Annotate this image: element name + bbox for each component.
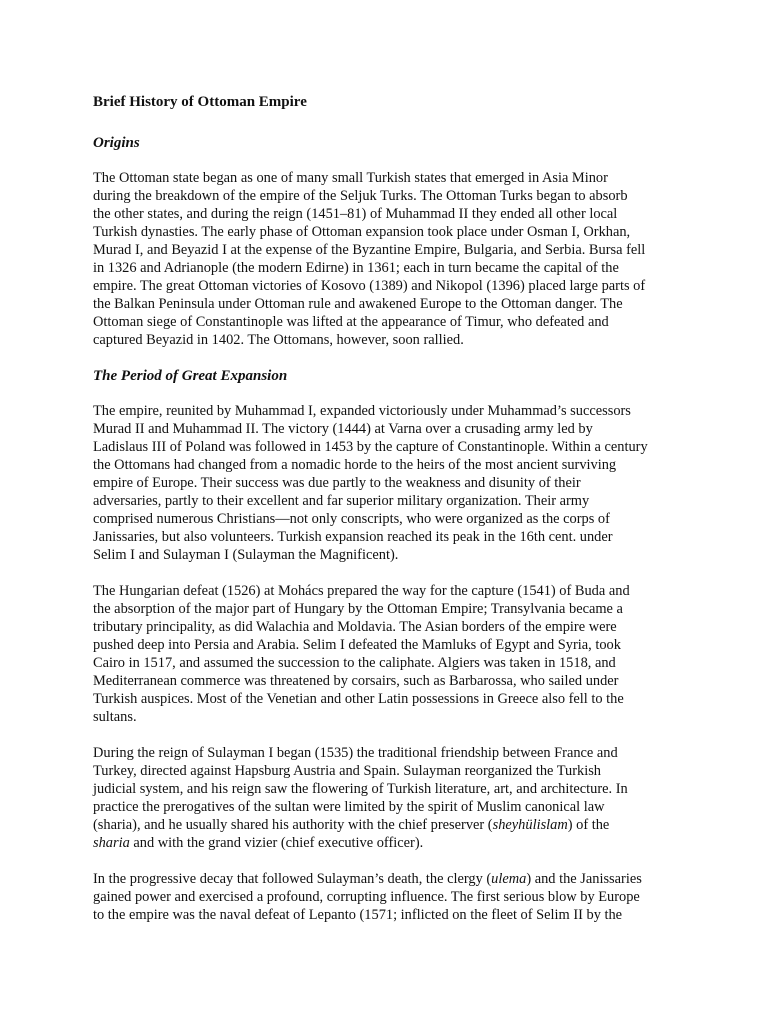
- text-line: Janissaries, but also volunteers. Turkish expansion reached its peak in the 16th cent. under: [93, 529, 613, 545]
- text-line: The Ottoman state began as one of many small Turkish states that emerged in Asia Minor: [93, 170, 608, 186]
- text-line: sultans.: [93, 709, 137, 725]
- text-line: practice the prerogatives of the sultan were limited by the spirit of Muslim canonical law: [93, 799, 605, 815]
- text-line: captured Beyazid in 1402. The Ottomans, however, soon rallied.: [93, 332, 464, 348]
- text-line: tributary principality, as did Walachia and Moldavia. The Asian borders of the empire were: [93, 619, 617, 635]
- text-line: Ladislaus III of Poland was followed in 1453 by the capture of Constantinople. Within a century: [93, 439, 648, 455]
- paragraph-expansion-2: [93, 582, 683, 726]
- text-line: empire of Europe. Their success was due partly to the weakness and disunity of their: [93, 475, 581, 491]
- text-segment: ) and the Janissaries: [526, 871, 642, 887]
- text-segment: and with the grand vizier (chief executive officer).: [129, 835, 424, 851]
- text-line: [93, 834, 683, 852]
- text-line: to the empire was the naval defeat of Lepanto (1571; inflicted on the fleet of Selim II by the: [93, 907, 623, 923]
- text-line: The empire, reunited by Muhammad I, expanded victoriously under Muhammad’s successors: [93, 403, 631, 419]
- text-line: the absorption of the major part of Hungary by the Ottoman Empire; Transylvania became a: [93, 601, 623, 617]
- text-segment: In the progressive decay that followed Sulayman’s death, the clergy (: [93, 871, 492, 887]
- italic-term-sharia: sharia: [93, 835, 130, 851]
- text-line: the other states, and during the reign (1451–81) of Muhammad II they ended all other local: [93, 206, 618, 222]
- text-line: [93, 870, 683, 888]
- text-line: Murad I, and Beyazid I at the expense of the Byzantine Empire, Bulgaria, and Serbia. Bursa fell: [93, 242, 646, 258]
- text-line: Mediterranean commerce was threatened by corsairs, such as Barbarossa, who sailed under: [93, 673, 619, 689]
- text-line: Cairo in 1517, and assumed the succession to the caliphate. Algiers was taken in 1518, and: [93, 655, 616, 671]
- italic-term-sheyhulislam: sheyhülislam: [492, 817, 568, 833]
- document-page: [93, 93, 683, 942]
- text-line: gained power and exercised a profound, corrupting influence. The first serious blow by Europe: [93, 889, 640, 905]
- section-heading-great-expansion: The Period of Great Expansion: [93, 368, 288, 384]
- text-line: in 1326 and Adrianople (the modern Edirne) in 1361; each in turn became the capital of the: [93, 260, 619, 276]
- text-line: Murad II and Muhammad II. The victory (1444) at Varna over a crusading army led by: [93, 421, 593, 437]
- text-segment: ) of the: [567, 817, 610, 833]
- paragraph-expansion-1: [93, 402, 683, 564]
- paragraph-expansion-3: [93, 744, 683, 852]
- paragraph-origins: [93, 169, 683, 349]
- text-line: Turkey, directed against Hapsburg Austria and Spain. Sulayman reorganized the Turkish: [93, 763, 601, 779]
- text-line: [93, 816, 683, 834]
- text-line: during the breakdown of the empire of the Seljuk Turks. The Ottoman Turks began to absorb: [93, 188, 628, 204]
- text-line: The Hungarian defeat (1526) at Mohács prepared the way for the capture (1541) of Buda and: [93, 583, 630, 599]
- text-line: adversaries, partly to their excellent and far superior military organization. Their army: [93, 493, 590, 509]
- text-line: Ottoman siege of Constantinople was lifted at the appearance of Timur, who defeated and: [93, 314, 609, 330]
- paragraph-expansion-4: [93, 870, 683, 924]
- text-line: Selim I and Sulayman I (Sulayman the Magnificent).: [93, 547, 399, 563]
- text-line: judicial system, and his reign saw the flowering of Turkish literature, art, and architecture. In: [93, 781, 628, 797]
- text-line: comprised numerous Christians—not only conscripts, who were organized as the corps of: [93, 511, 610, 527]
- text-line: the Ottomans had changed from a nomadic horde to the heirs of the most ancient surviving: [93, 457, 617, 473]
- section-heading-origins: Origins: [93, 135, 140, 151]
- text-line: the Balkan Peninsula under Ottoman rule and awakened Europe to the Ottoman danger. The: [93, 296, 623, 312]
- italic-term-ulema: ulema: [491, 871, 527, 887]
- text-line: empire. The great Ottoman victories of Kosovo (1389) and Nikopol (1396) placed large parts of: [93, 278, 646, 294]
- text-segment: (sharia), and he usually shared his authority with the chief preserver (: [93, 817, 493, 833]
- text-line: Turkish auspices. Most of the Venetian and other Latin possessions in Greece also fell to the: [93, 691, 624, 707]
- text-line: Turkish dynasties. The early phase of Ottoman expansion took place under Osman I, Orkhan,: [93, 224, 631, 240]
- text-line: During the reign of Sulayman I began (1535) the traditional friendship between France and: [93, 745, 618, 761]
- text-line: pushed deep into Persia and Arabia. Selim I defeated the Mamluks of Egypt and Syria, took: [93, 637, 621, 653]
- document-title: Brief History of Ottoman Empire: [93, 94, 307, 110]
